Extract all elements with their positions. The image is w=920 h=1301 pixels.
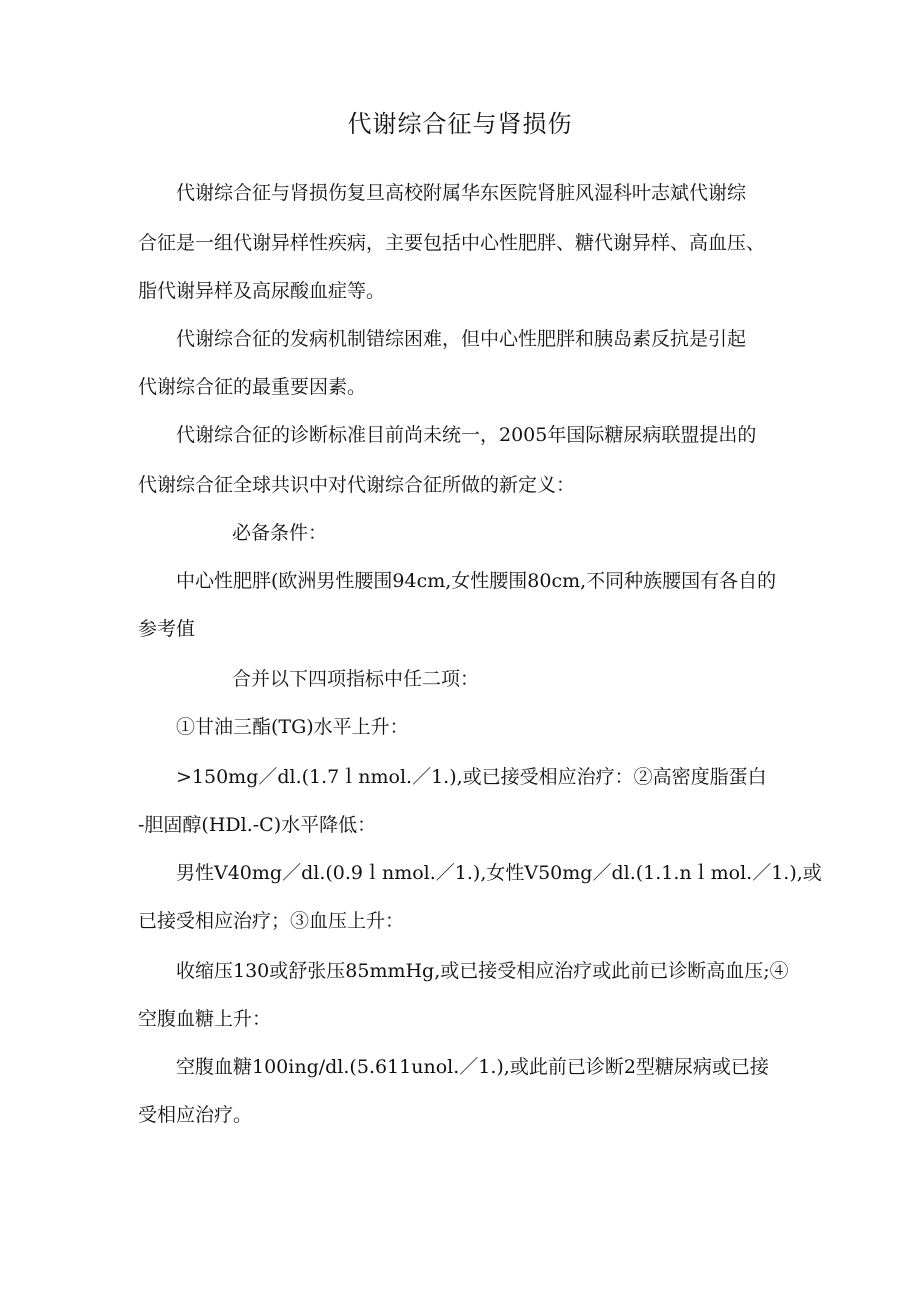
paragraph-line: 脂代谢异样及高尿酸血症等。 [138,280,386,302]
paragraph-line: 代谢综合征的诊断标准目前尚未统一，2005年国际糖尿病联盟提出的 [176,424,757,446]
paragraph-line: 男性V40mg／dl.(0.9ｌnmol.／1.),女性V50mg／dl.(1.1.nｌmol.／1.),或 [176,862,822,884]
paragraph-line: 受相应治疗。 [138,1104,253,1126]
paragraph-line: 中心性肥胖(欧洲男性腰围94cm,女性腰围80cm,不同种族腰国有各自的 [176,570,777,592]
paragraph-line: 已接受相应治疗；③血压上升： [138,910,405,932]
paragraph-line: -胆固醇(HDl.-C)水平降低： [138,814,377,836]
paragraph-line: 代谢综合征的最重要因素。 [138,376,367,398]
paragraph-line: 代谢综合征的发病机制错综困难，但中心性肥胖和胰岛素反抗是引起 [176,328,747,350]
section-label: 合并以下四项指标中任二项： [232,668,480,690]
paragraph-line: >150mg／dl.(1.7ｌnmol.／1.),或已接受相应治疗：②高密度脂蛋白 [176,766,767,788]
document-title: 代谢综合征与肾损伤 [347,110,573,138]
paragraph-line: 合征是一组代谢异样性疾病，主要包括中心性肥胖、糖代谢异样、高血压、 [138,232,766,254]
paragraph-line: 代谢综合征与肾损伤复旦高校附属华东医院肾脏风湿科叶志斌代谢综 [176,182,747,204]
paragraph-line: 参考值 [138,618,196,640]
list-item: ①甘油三酯(TG)水平上升： [176,716,409,738]
paragraph-line: 空腹血糖上升： [138,1008,272,1030]
paragraph-line: 空腹血糖100ing/dl.(5.611unol.／1.),或此前已诊断2型糖尿病或已接 [176,1056,769,1078]
paragraph-line: 收缩压130或舒张压85mmHg,或已接受相应治疗或此前已诊断高血压;④ [176,960,789,982]
paragraph-line: 代谢综合征全球共识中对代谢综合征所做的新定义： [138,474,576,496]
section-label: 必备条件： [232,522,328,544]
